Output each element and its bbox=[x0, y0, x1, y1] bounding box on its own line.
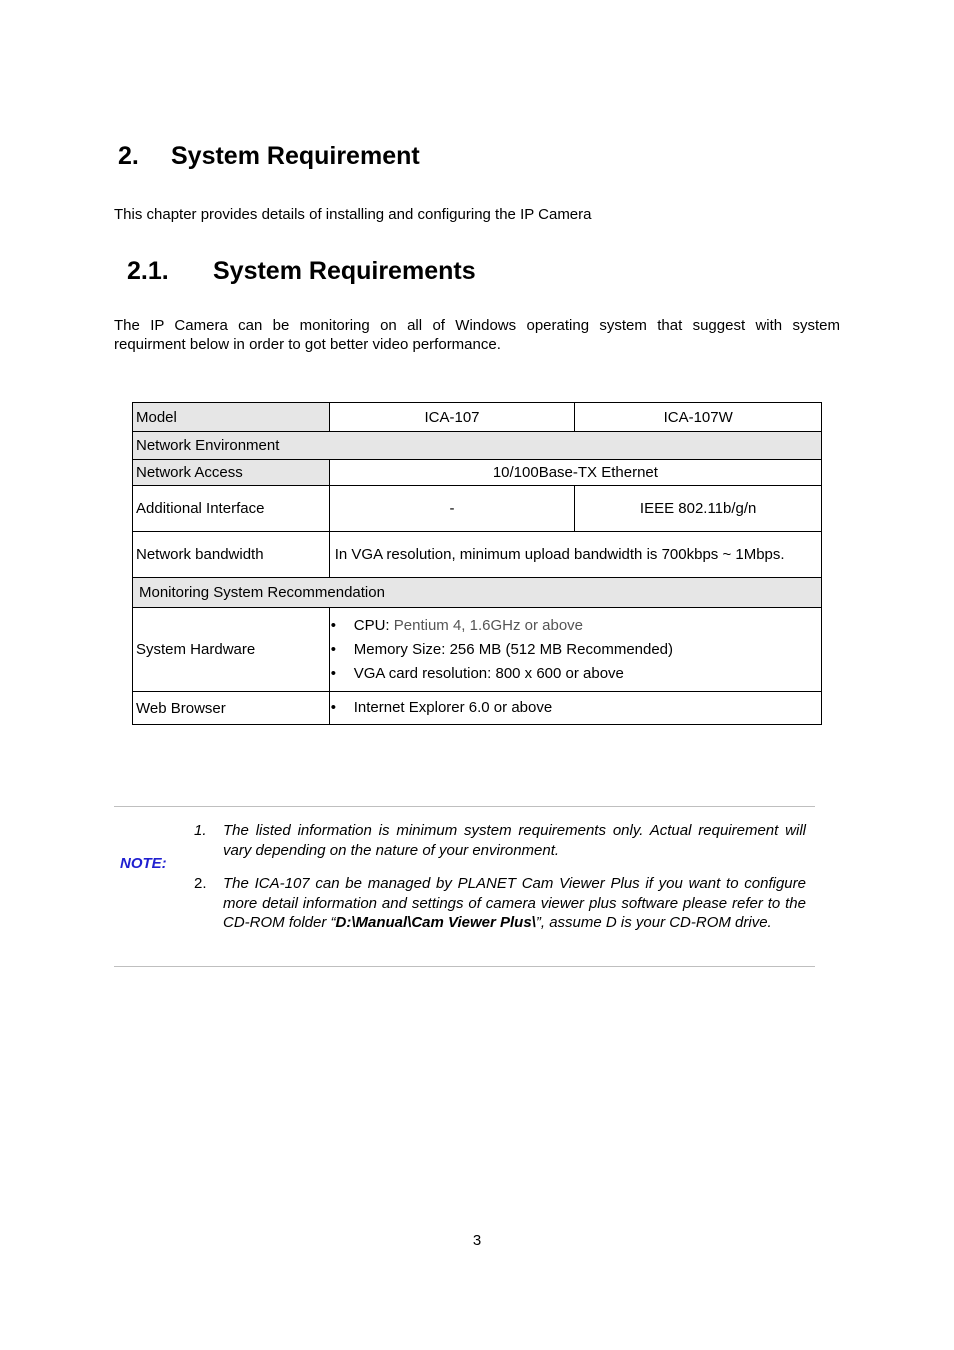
section-monitoring: Monitoring System Recommendation bbox=[133, 578, 822, 608]
network-access-label: Network Access bbox=[133, 460, 330, 486]
page-number: 3 bbox=[472, 1232, 482, 1249]
list-item bbox=[330, 662, 818, 686]
network-access-value: 10/100Base-TX Ethernet bbox=[329, 460, 821, 486]
note-item-2-text bbox=[223, 874, 806, 933]
note-item-2-number: 2. bbox=[194, 875, 207, 892]
table-row-bandwidth bbox=[133, 532, 822, 578]
hardware-value bbox=[329, 608, 821, 692]
section-heading bbox=[127, 257, 476, 286]
note-item-2-path: D:\Manual\Cam Viewer Plus\ bbox=[335, 914, 536, 931]
paragraph-line-1: The IP Camera can be monitoring on all of Windows operating system that suggest with system bbox=[114, 317, 840, 334]
additional-interface-label: Additional Interface bbox=[133, 486, 330, 532]
model-a: ICA-107 bbox=[329, 403, 575, 432]
table-row-monitoring-section bbox=[133, 578, 822, 608]
model-b: ICA-107W bbox=[575, 403, 822, 432]
note-item-2-text-before: The ICA-107 can be managed by PLANET Cam Viewer Plus if you want to configure more detail information and settings of camera viewer plus software please refer to the CD-ROM folder “ bbox=[223, 875, 806, 931]
note-bottom-rule bbox=[114, 966, 815, 967]
table-row-additional-interface bbox=[133, 486, 822, 532]
list-item bbox=[330, 638, 818, 662]
list-item bbox=[330, 696, 818, 720]
cpu-prefix: CPU: bbox=[353, 616, 394, 634]
chapter-number: 2. bbox=[118, 142, 139, 170]
table-row-network-access bbox=[133, 460, 822, 486]
bullet: • bbox=[330, 616, 336, 634]
vga-value: VGA card resolution: 800 x 600 or above bbox=[353, 664, 624, 682]
table-row-network-section bbox=[133, 432, 822, 460]
note-item-1-number: 1. bbox=[194, 822, 207, 839]
requirements-table bbox=[132, 402, 822, 725]
browser-value: Internet Explorer 6.0 or above bbox=[353, 699, 553, 716]
bandwidth-value: In VGA resolution, minimum upload bandwidth is 700kbps ~ 1Mbps. bbox=[329, 532, 821, 578]
hardware-label: System Hardware bbox=[133, 608, 330, 692]
note-label: NOTE: bbox=[120, 855, 167, 872]
browser-list bbox=[330, 696, 818, 720]
paragraph-line-2: requirment below in order to got better video performance. bbox=[114, 336, 501, 353]
chapter-heading bbox=[118, 142, 420, 171]
note-item-1 bbox=[194, 821, 806, 860]
note-item-2-text-after: ”, assume D is your CD-ROM drive. bbox=[535, 914, 772, 931]
section-network-environment: Network Environment bbox=[133, 432, 822, 460]
cpu-value: Pentium 4, 1.6GHz or above bbox=[393, 616, 584, 634]
table-row-model bbox=[133, 403, 822, 432]
additional-interface-a: - bbox=[329, 486, 575, 532]
additional-interface-b: IEEE 802.11b/g/n bbox=[575, 486, 822, 532]
list-item bbox=[330, 614, 818, 638]
browser-label: Web Browser bbox=[133, 692, 330, 725]
memory-value: Memory Size: 256 MB (512 MB Recommended) bbox=[353, 640, 674, 658]
bandwidth-label: Network bandwidth bbox=[133, 532, 330, 578]
chapter-title: System Requirement bbox=[171, 142, 420, 170]
browser-value-cell bbox=[329, 692, 821, 725]
note-top-rule bbox=[114, 806, 815, 807]
hardware-list bbox=[330, 614, 818, 686]
bullet: • bbox=[330, 640, 336, 658]
model-label: Model bbox=[133, 403, 330, 432]
table-row-hardware bbox=[133, 608, 822, 692]
note-item-2 bbox=[194, 874, 806, 933]
table-row-browser bbox=[133, 692, 822, 725]
bullet: • bbox=[330, 664, 336, 682]
note-item-1-text: The listed information is minimum system requirements only. Actual requirement will vary depending on the nature of your environment. bbox=[223, 822, 806, 859]
section-number: 2.1. bbox=[127, 257, 169, 285]
intro-text: This chapter provides details of installing and configuring the IP Camera bbox=[114, 206, 592, 223]
bullet: • bbox=[330, 699, 336, 716]
section-title: System Requirements bbox=[213, 257, 476, 285]
